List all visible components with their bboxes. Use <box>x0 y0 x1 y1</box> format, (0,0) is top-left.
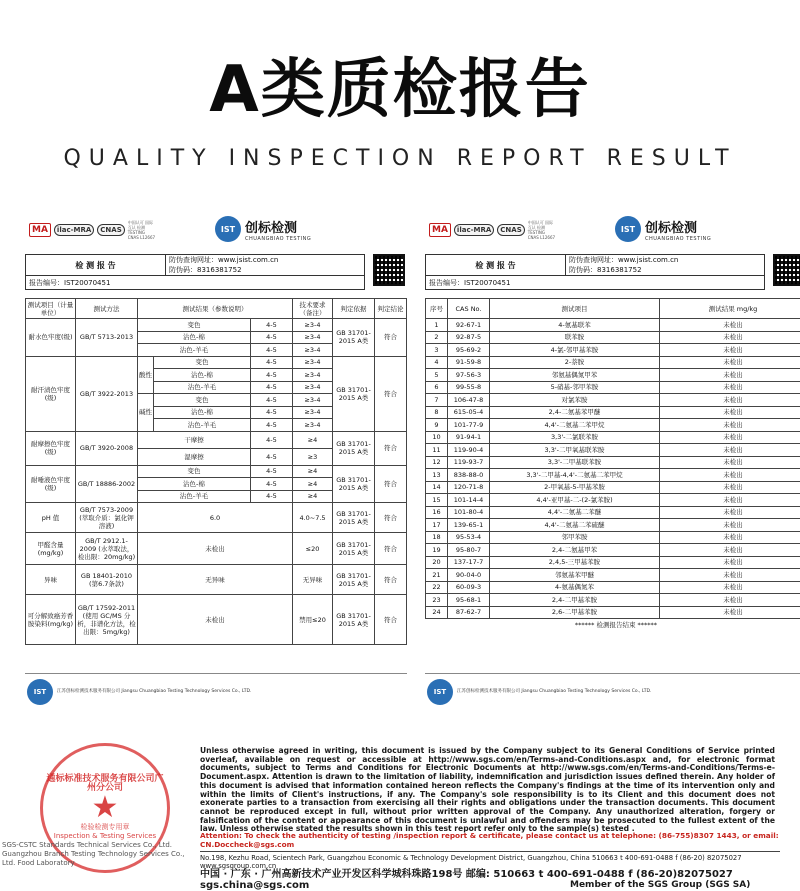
ma-icon: MA <box>29 223 51 237</box>
verify-site: www.jsist.com.cn <box>618 256 678 264</box>
brand-en: CHUANGBIAO TESTING <box>645 236 711 242</box>
table-row: 16 101-80-4 4,4'-二氨基二苯醚 未检出 <box>426 506 800 519</box>
report-no: 报告编号：IST20070451 <box>26 276 365 290</box>
ist-logo-icon: IST <box>27 679 53 705</box>
table-row: 耐摩擦色牢度(级) GB/T 3920-2008 干摩擦 4-5 ≥4 GB 31701-2015 A类 符合 <box>26 431 407 448</box>
page-title: A类质检报告 <box>0 38 800 130</box>
table-row: 12 119-93-7 3,3'-二甲基联苯胺 未检出 <box>426 456 800 469</box>
table-row: 沾色-羊毛 4-5 ≥3-4 <box>26 381 407 394</box>
amine-results-table <box>425 298 800 631</box>
table-row: 8 615-05-4 2,4-二氨基苯甲醚 未检出 <box>426 406 800 419</box>
brand-name: 创标检测 <box>645 217 711 236</box>
table-row: 5 97-56-3 邻氨基偶氮甲苯 未检出 <box>426 369 800 382</box>
table-row: 9 101-77-9 4,4'-二氨基二苯甲烷 未检出 <box>426 419 800 432</box>
qr-code-icon <box>373 254 405 286</box>
report-right <box>425 212 800 667</box>
stamp-mid: 检验检测专用章 <box>81 823 130 832</box>
accreditation-logos <box>429 220 556 240</box>
report-label: 检 测 报 告 <box>426 255 566 276</box>
verify-info: 防伪查询网址：www.jsist.com.cn 防伪码：8316381752 <box>166 255 365 276</box>
verify-code: 8316381752 <box>597 266 642 274</box>
ist-logo-icon: IST <box>215 216 241 242</box>
sgs-member: Member of the SGS Group (SGS SA) <box>570 880 750 890</box>
footer-company: 江苏创标检测技术服务有限公司 Jiangsu Chuangbiao Testing Technology Services Co., LTD. <box>57 689 251 695</box>
table-row: 22 60-09-3 4-氨基偶氮苯 未检出 <box>426 581 800 594</box>
table-row: 13 838-88-0 3,3'-二甲基-4,4'-二氨基二苯甲烷 未检出 <box>426 469 800 482</box>
table-row: 耐汗渍色牢度(级) GB/T 3922-2013 酸性 变色 4-5 ≥3-4 GB 31701-2015 A类 符合 <box>26 356 407 369</box>
brand-name: 创标检测 <box>245 217 311 236</box>
cnas-icon: CNAS <box>497 224 524 236</box>
cnas-text: 中国认可 国际互认 检测 TESTING CNAS L12667 <box>528 220 556 240</box>
table-row: 沾色-棉 4-5 ≥3-4 <box>26 331 407 344</box>
report-left <box>25 212 407 667</box>
ilac-icon: ilac-MRA <box>454 224 494 236</box>
report-header <box>25 212 407 248</box>
table-row: pH 值 GB/T 7573-2009 (萃取介质：氯化钾溶液) 6.0 4.0~7.5 GB 31701-2015 A类 符合 <box>26 503 407 533</box>
table-row: 沾色-羊毛 4-5 ≥3-4 <box>26 344 407 357</box>
report-info <box>425 254 765 290</box>
table-row: 20 137-17-7 2,4,5-三甲基苯胺 未检出 <box>426 556 800 569</box>
table-row: 2 92-87-5 联苯胺 未检出 <box>426 331 800 344</box>
brand <box>215 216 311 242</box>
brand-en: CHUANGBIAO TESTING <box>245 236 311 242</box>
table-row: 17 139-65-1 4,4'-二氨基二苯硫醚 未检出 <box>426 519 800 532</box>
verify-code: 8316381752 <box>197 266 242 274</box>
qr-code-icon <box>773 254 800 286</box>
table-row: 10 91-94-1 3,3'-二氯联苯胺 未检出 <box>426 431 800 444</box>
table-row: 15 101-14-4 4,4'-亚甲基-二-(2-氯苯胺) 未检出 <box>426 494 800 507</box>
table-row: 23 95-68-1 2,4-二甲基苯胺 未检出 <box>426 594 800 607</box>
table-header-row: 序号 CAS No. 测试项目 测试结果 mg/kg <box>426 299 800 319</box>
sgs-disclaimer: Unless otherwise agreed in writing, this document is issued by the Company subject to its General Conditions of Service printed overleaf, available on request or accessible at http://www.sgs.com/en/Terms-and-Conditions.aspx and, for electronic format documents, subject to Terms and Conditions for Electronic Documents at http://www.sgs.com/en/Terms-and-Conditions/Terms-e-Document.aspx. Attention is drawn to the limitation of liability, indemnification and jurisdiction issues defined therein. Any holder of this document is advised that information contained hereon reflects the Company's findings at the time of its intervention only and within the limits of Client's instructions, if any. The Company's sole responsibility is to its Client and this document does not exonerate parties to a transaction from exercising all their rights and obligations under the transaction documents. This document cannot be reproduced except in full, without prior written approval of the Company. Any unauthorized alteration, forgery or falsification of the content or appearance of this document is unlawful and offenders may be prosecuted to the fullest extent of the law. Unless otherwise stated the results shown in this test report refer only to the sample(s) tested . <box>200 747 775 834</box>
table-row: 24 87-62-7 2,6-二甲基苯胺 未检出 <box>426 606 800 619</box>
verify-site: www.jsist.com.cn <box>218 256 278 264</box>
brand <box>615 216 711 242</box>
table-row: 碱性 变色 4-5 ≥3-4 <box>26 394 407 407</box>
table-end-row: ****** 检测报告结束 ****** <box>426 619 800 632</box>
cnas-icon: CNAS <box>97 224 124 236</box>
table-row: 4 91-59-8 2-萘胺 未检出 <box>426 356 800 369</box>
footer-company: 江苏创标检测技术服务有限公司 Jiangsu Chuangbiao Testing Technology Services Co., LTD. <box>457 689 651 695</box>
table-row: 沾色-羊毛 4-5 ≥4 <box>26 490 407 503</box>
report-footer-right <box>425 673 800 709</box>
report-footer-left <box>25 673 407 709</box>
table-row: 沾色-棉 4-5 ≥3-4 <box>26 369 407 382</box>
ist-logo-icon: IST <box>615 216 641 242</box>
stamp-en: Inspection & Testing Services <box>54 832 156 841</box>
cnas-text: 中国认可 国际互认 检测 TESTING CNAS L12667 <box>128 220 156 240</box>
sgs-section <box>0 735 800 889</box>
test-results-table <box>25 298 407 645</box>
table-row: 可分解致癌芳香胺染料(mg/kg) GB/T 17592-2011 (使用 GC/MS 分析，非谱化方法，检出限：5mg/kg) 未检出 禁用≤20 GB 31701-2015 A类 符合 <box>26 595 407 645</box>
sgs-left-lines: SGS-CSTC Standards Technical Services Co., Ltd. Guangzhou Branch Testing Technology Services Co., Ltd. Food Laboratory <box>0 841 200 868</box>
table-row: 沾色-棉 4-5 ≥4 <box>26 478 407 491</box>
table-row: 异味 GB 18401-2010 (第6.7条款) 无异味 无异味 GB 31701-2015 A类 符合 <box>26 565 407 595</box>
table-row: 11 119-90-4 3,3'-二甲氧基联苯胺 未检出 <box>426 444 800 457</box>
ma-icon: MA <box>429 223 451 237</box>
report-header <box>425 212 800 248</box>
star-icon: ★ <box>92 793 119 823</box>
table-row: 耐唾液色牢度(级) GB/T 18886-2002 变色 4-5 ≥4 GB 31701-2015 A类 符合 <box>26 465 407 478</box>
report-label: 检 测 报 告 <box>26 255 166 276</box>
sgs-address-en: No.198, Kezhu Road, Scientech Park, Guangzhou Economic & Technology Development District, Guangzhou, China 510663 t 400-691-0488 f (86-20) 82075027 www.sgsgroup.com.cn <box>200 851 780 870</box>
accreditation-logos <box>29 220 156 240</box>
report-no: 报告编号：IST20070451 <box>426 276 765 290</box>
sgs-address-cn: 中国 · 广东 · 广州高新技术产业开发区科学城科珠路198号 邮编: 510663 t 400-691-0488 f (86-20)82075027 sgs.china@sgs.com <box>200 865 780 891</box>
table-row: 沾色-棉 4-5 ≥3-4 <box>26 406 407 419</box>
table-row: 1 92-67-1 4-氨基联苯 未检出 <box>426 319 800 332</box>
table-row: 7 106-47-8 对氯苯胺 未检出 <box>426 394 800 407</box>
table-row: 湿摩擦 4-5 ≥3 <box>26 448 407 465</box>
table-row: 18 95-53-4 邻甲苯胺 未检出 <box>426 531 800 544</box>
ilac-icon: ilac-MRA <box>54 224 94 236</box>
stamp-top: 通标标准技术服务有限公司广州分公司 <box>43 775 167 793</box>
table-row: 甲醛含量 (mg/kg) GB/T 2912.1-2009 (水萃取法，检出限：20mg/kg) 未检出 ≤20 GB 31701-2015 A类 符合 <box>26 533 407 565</box>
page-subtitle: QUALITY INSPECTION REPORT RESULT <box>0 146 800 171</box>
table-row: 6 99-55-8 5-硝基-邻甲苯胺 未检出 <box>426 381 800 394</box>
report-info <box>25 254 365 290</box>
table-header-row: 测试项目（计量单位） 测试方法 测试结果（参数说明） 技术要求（备注） 判定依据 判定结论 <box>26 299 407 319</box>
verify-info: 防伪查询网址：www.jsist.com.cn 防伪码：8316381752 <box>566 255 765 276</box>
table-row: 21 90-04-0 邻氨基苯甲醚 未检出 <box>426 569 800 582</box>
table-row: 3 95-69-2 4-氯-邻甲基苯胺 未检出 <box>426 344 800 357</box>
ist-logo-icon: IST <box>427 679 453 705</box>
table-row: 19 95-80-7 2,4-二氨基甲苯 未检出 <box>426 544 800 557</box>
table-row: 14 120-71-8 2-甲氧基-5-甲基苯胺 未检出 <box>426 481 800 494</box>
table-row: 耐水色牢度(级) GB/T 5713-2013 变色 4-5 ≥3-4 GB 31701-2015 A类 符合 <box>26 319 407 332</box>
sgs-attention: Attention: To check the authenticity of testing /inspection report & certificate, please contact us at telephone: (86-755)8307 1443, or email: CN.Doccheck@sgs.com <box>200 831 780 849</box>
table-row: 沾色-羊毛 4-5 ≥3-4 <box>26 419 407 432</box>
